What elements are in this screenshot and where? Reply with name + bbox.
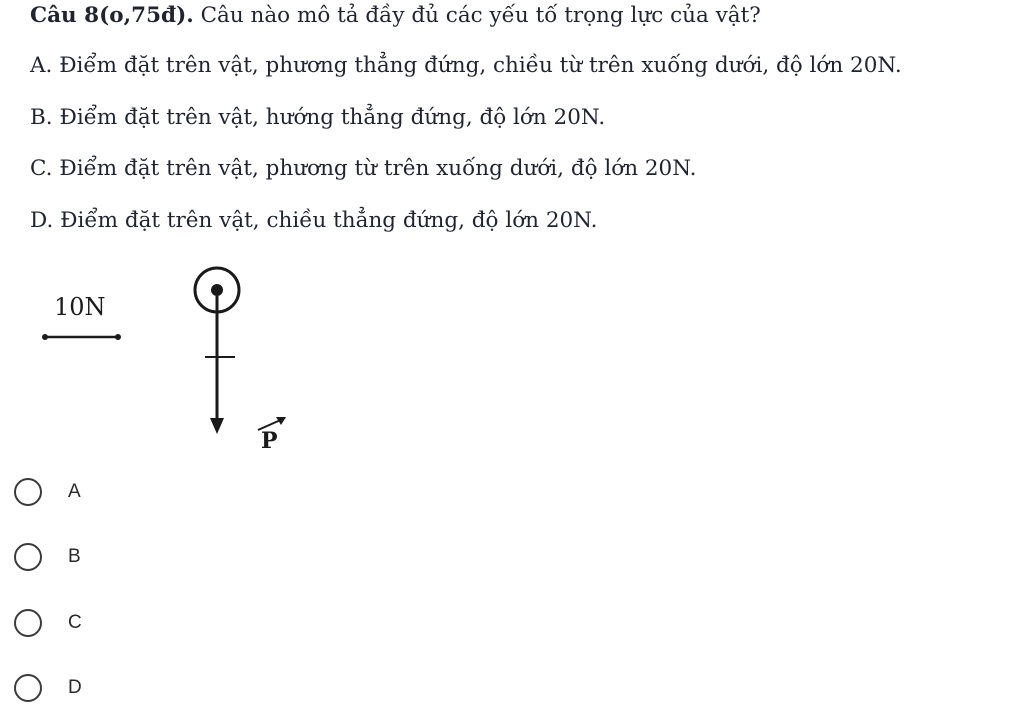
question-option-a: A. Điểm đặt trên vật, phương thẳng đứng, chiều từ trên xuống dưới, độ lớn 20N. bbox=[30, 53, 902, 78]
radio-button-icon[interactable] bbox=[14, 478, 42, 506]
force-diagram bbox=[30, 260, 290, 460]
scale-label: 10N bbox=[54, 293, 106, 321]
answer-option-a[interactable] bbox=[14, 472, 214, 512]
question-option-c: C. Điểm đặt trên vật, phương từ trên xuống dưới, độ lớn 20N. bbox=[30, 156, 697, 181]
question-option-b: B. Điểm đặt trên vật, hướng thẳng đứng, độ lớn 20N. bbox=[30, 105, 606, 130]
radio-button-icon[interactable] bbox=[14, 543, 42, 571]
question-text: Câu nào mô tả đầy đủ các yếu tố trọng lực của vật? bbox=[193, 3, 761, 28]
answer-label: B bbox=[68, 546, 81, 567]
radio-button-icon[interactable] bbox=[14, 609, 42, 637]
question-title bbox=[30, 3, 761, 28]
scale-bar-icon bbox=[42, 334, 121, 340]
question-option-d: D. Điểm đặt trên vật, chiều thẳng đứng, độ lớn 20N. bbox=[30, 208, 598, 233]
answer-label: A bbox=[68, 481, 81, 502]
force-diagram-svg bbox=[30, 260, 290, 460]
question-number: Câu 8(o,75đ). bbox=[30, 3, 194, 28]
answer-option-c[interactable] bbox=[14, 603, 214, 643]
radio-button-icon[interactable] bbox=[14, 674, 42, 702]
answer-label: C bbox=[68, 612, 82, 633]
gravity-arrow-icon bbox=[205, 296, 235, 434]
answer-label: D bbox=[68, 677, 82, 698]
answer-option-b[interactable] bbox=[14, 537, 214, 577]
answer-option-d[interactable] bbox=[14, 668, 214, 708]
vector-label: P bbox=[261, 428, 278, 454]
